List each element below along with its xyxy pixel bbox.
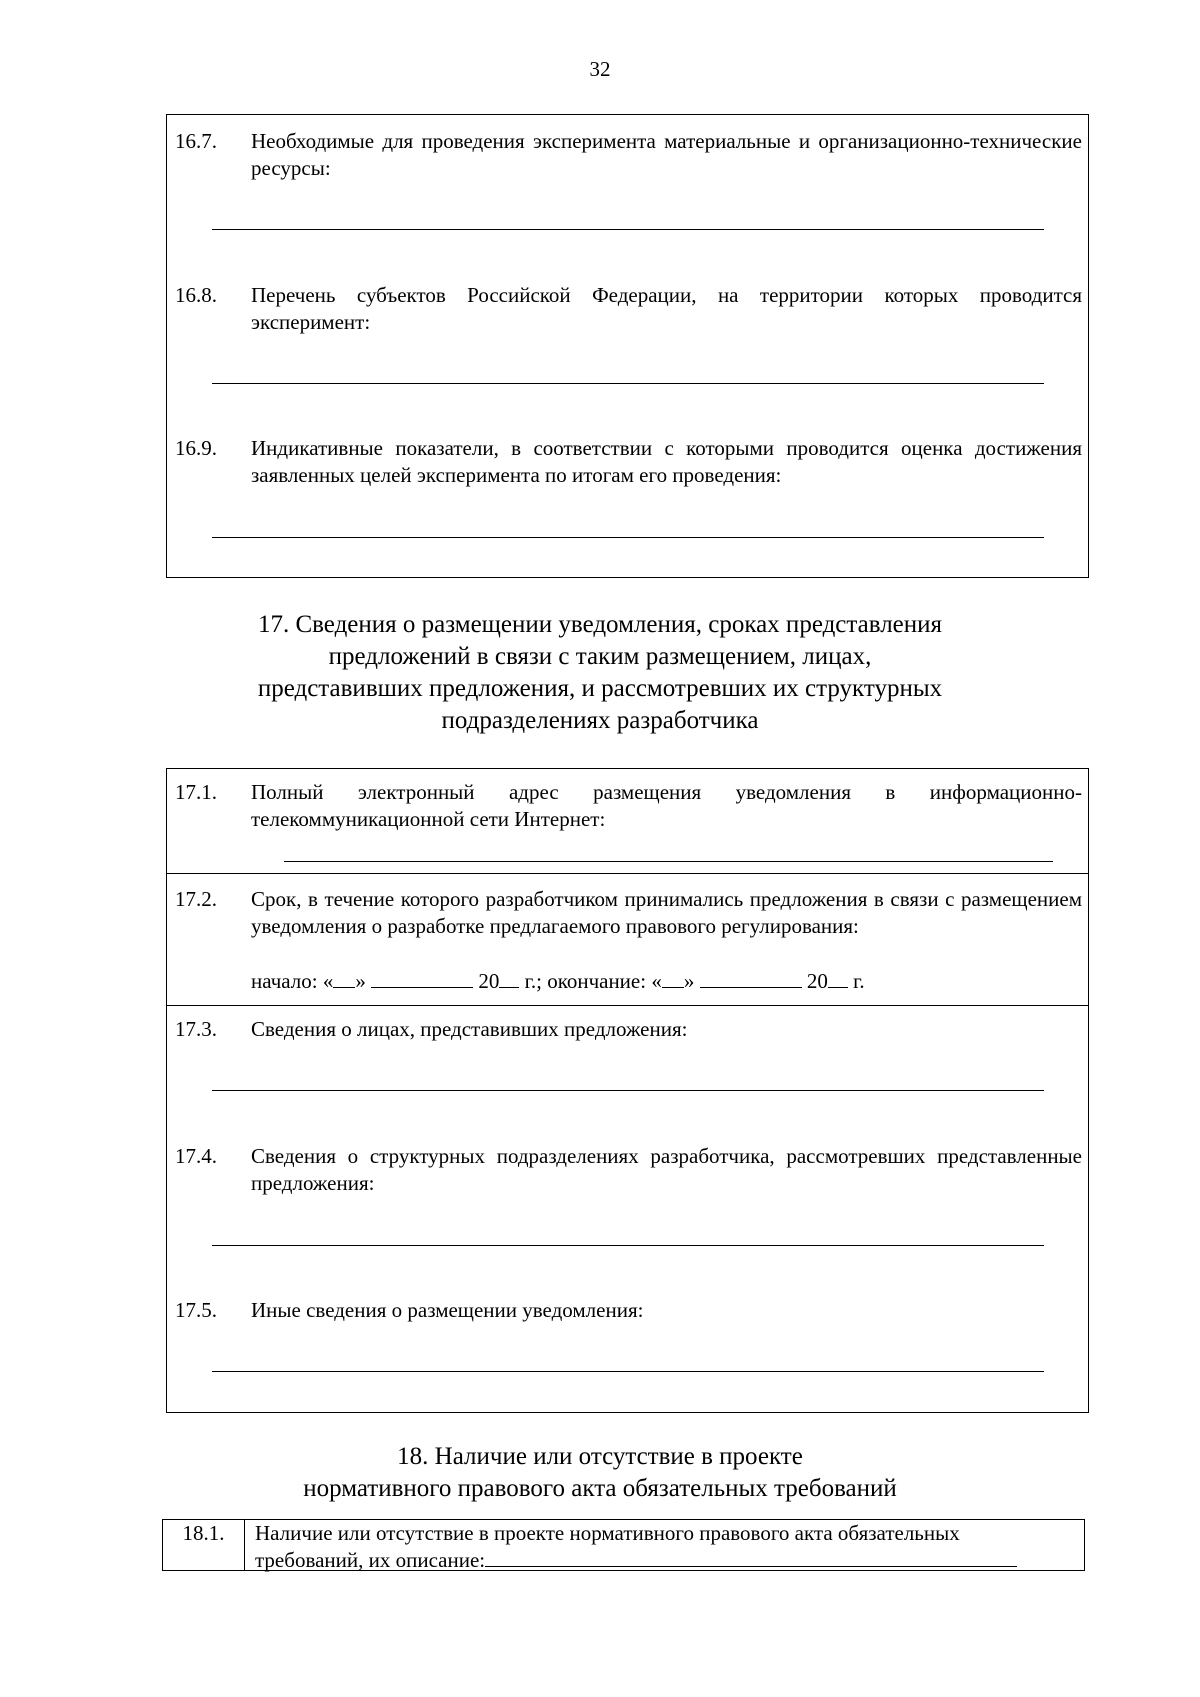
item-text: Индикативные показатели, в соответствии с которыми проводится оценка достижения заявленных целей эксперимента по итогам его проведения: bbox=[251, 436, 1082, 487]
end-label: г.; окончание: « bbox=[519, 969, 662, 993]
start-month-blank bbox=[371, 967, 473, 988]
end-month-blank bbox=[700, 967, 802, 988]
quote-close: » bbox=[683, 969, 695, 993]
start-year-blank bbox=[499, 967, 519, 988]
heading-line: нормативного правового акта обязательных требований bbox=[303, 1475, 897, 1502]
answer-line bbox=[212, 1245, 1044, 1246]
section-18-table bbox=[162, 1519, 1085, 1571]
item-text-line: Наличие или отсутствие в проекте нормативного правового акта обязательных bbox=[255, 1521, 960, 1545]
heading-line: предложений в связи с таким размещением, лицах, bbox=[328, 643, 872, 670]
answer-line bbox=[212, 537, 1044, 538]
item-text: Иные сведения о размещении уведомления: bbox=[251, 1298, 644, 1322]
row-divider bbox=[167, 1005, 1088, 1006]
item-number: 17.4. bbox=[175, 1144, 217, 1168]
item-text: Полный электронный адрес размещения уведомления в информационно-телекоммуникационной сети Интернет: bbox=[251, 780, 1082, 831]
address-line bbox=[284, 861, 1053, 862]
end-year-prefix: 20 bbox=[806, 969, 828, 993]
quote-close: » bbox=[355, 969, 366, 993]
item-text-line-2 bbox=[255, 1546, 1078, 1573]
page-number: 32 bbox=[589, 57, 611, 81]
heading-line: 17. Сведения о размещении уведомления, сроках представления bbox=[257, 611, 943, 638]
item-number: 18.1. bbox=[163, 1520, 245, 1570]
heading-line: подразделениях разработчика bbox=[441, 707, 759, 734]
section-16-box bbox=[166, 114, 1089, 578]
item-number: 17.2. bbox=[175, 887, 217, 911]
start-label: начало: « bbox=[251, 969, 334, 993]
item-text: Перечень субъектов Российской Федерации, на территории которых проводится эксперимент: bbox=[251, 283, 1082, 334]
section-17-box bbox=[166, 768, 1089, 1413]
answer-line bbox=[212, 229, 1044, 230]
end-year-suffix: г. bbox=[847, 969, 865, 993]
item-text: Срок, в течение которого разработчиком принимались предложения в связи с размещением уведомления о разработке предлагаемого правового регулирования: bbox=[251, 887, 1082, 938]
row-divider bbox=[167, 873, 1088, 874]
description-blank bbox=[485, 1546, 1017, 1567]
start-year-prefix: 20 bbox=[478, 969, 500, 993]
item-text: Сведения о структурных подразделениях разработчика, рассмотревших представленные предложения: bbox=[251, 1144, 1082, 1195]
item-text-line: требований, их описание: bbox=[255, 1548, 486, 1572]
heading-line: представивших предложения, и рассмотревших их структурных bbox=[257, 675, 943, 702]
item-number: 17.5. bbox=[175, 1298, 217, 1322]
item-text bbox=[255, 1520, 1078, 1573]
section-18-heading bbox=[0, 1441, 1200, 1505]
answer-line bbox=[212, 383, 1044, 384]
item-text: Необходимые для проведения эксперимента материальные и организационно-технические ресурсы: bbox=[251, 129, 1082, 180]
item-text: Сведения о лицах, представивших предложения: bbox=[251, 1017, 688, 1041]
item-number: 16.8. bbox=[175, 283, 217, 307]
end-year-blank bbox=[828, 967, 848, 988]
end-day-blank bbox=[662, 967, 684, 988]
section-17-heading bbox=[0, 609, 1200, 737]
item-number: 16.9. bbox=[175, 436, 217, 460]
start-day-blank bbox=[333, 967, 355, 988]
heading-line: 18. Наличие или отсутствие в проекте bbox=[397, 1443, 803, 1470]
item-number: 17.1. bbox=[175, 780, 217, 804]
answer-line bbox=[212, 1371, 1044, 1372]
item-number: 17.3. bbox=[175, 1017, 217, 1041]
answer-line bbox=[212, 1090, 1044, 1091]
date-range-line bbox=[251, 967, 1082, 995]
item-number: 16.7. bbox=[175, 129, 217, 153]
